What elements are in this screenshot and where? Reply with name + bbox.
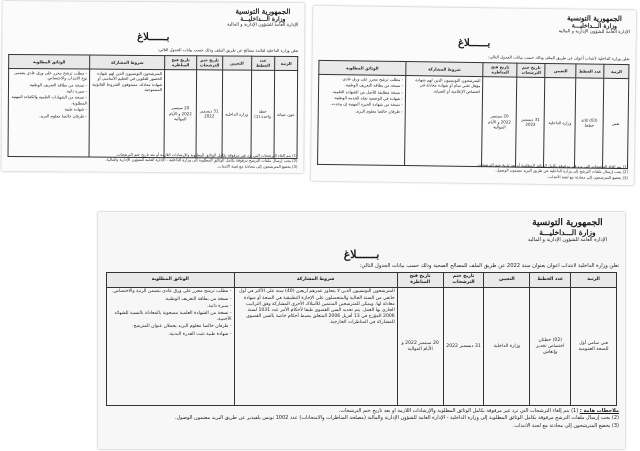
note-2: (2) يجب إرسال ملفات الترشح إلى وزارة الداخلية عن طريق البريد مضمون الوصول. bbox=[495, 167, 628, 175]
doc-item: - شهادة طبية. bbox=[63, 106, 87, 112]
cell-positions: خطة واحدة (1) bbox=[251, 70, 275, 158]
col-deadline: تاريخ ختم الترشحات bbox=[197, 56, 223, 70]
note-3: (3) يخضع المترشحون إلى محادثة مع لجنة الانتداب. bbox=[216, 163, 298, 169]
document-header bbox=[559, 13, 631, 35]
note-2: (2) يجب إرسال ملفات الترشح مرفوقة بكامل الوثائق المطلوبة إلى وزارة الداخلية - الإدارة العامة للشؤون الإدارية والمالية (مصلحة المناظرات والامتحانات) عدد 1002 تونس بلفيدير عن طريق البريد مضمون الوصول. bbox=[174, 415, 619, 422]
header-republic: الجمهورية التونسية bbox=[566, 13, 622, 24]
document-title: بــــــلاغ bbox=[457, 37, 491, 50]
doc-item: - نسخة من شهادة الخبرة المهنية إن وجدت. bbox=[330, 101, 403, 108]
doc-item: - ظرفان خالصا معلوم البريد يحملان عنوان المترشح. bbox=[132, 324, 232, 330]
cell-participation: المترشحون التونسيون الذين لهم شهادة الحضور للتكوين في التعليم الأساسي أو شهادة معادلة، مستوفون الشروط القانونية المستوجبة. bbox=[89, 69, 165, 158]
cell-required-docs bbox=[318, 74, 406, 165]
cell-positions: (03) ثلاثة خطط bbox=[575, 78, 604, 168]
cell-required-docs bbox=[8, 68, 90, 157]
doc-item: - نسخة من بطاقة التعريف الوطنية. bbox=[28, 81, 88, 88]
col-positions: عدد الخطط bbox=[576, 64, 604, 78]
doc-item: - نسخة مطابقة للأصل من الشهادة العلمية. bbox=[331, 88, 403, 95]
table-row bbox=[107, 288, 617, 406]
cell-participation: المترشحون التونسيون الذين لا يتجاوز عمرهم أربعين (40) سنة على الأكثر في أول جانفي من السنة الحالية والمتحصلون على الإجازة التطبيقية في الصحة أو شهادة معادلة لها. ويمكن للمترشحين المنتمين للأسلاك الأخرى المشاركة وفق التراتيب الجاري بها العمل. يتم تحديد السن القصوى طبقا لأحكام الأمر عدد 1031 لسنة 2006 المؤرخ في 13 أفريل 2006 المتعلق بضبط أحكام خاصة بالسن القصوى للمشاركة في المناظرات الخارجية. bbox=[234, 288, 397, 406]
col-opening: تاريخ فتح المناظرة bbox=[397, 273, 443, 288]
doc-item: - مطلب ترشح محرر على ورق عادي. bbox=[341, 75, 404, 82]
col-positions: عدد الخطط bbox=[251, 56, 274, 70]
header-directorate: الإدارة العامة للشؤون الإدارية و المالية bbox=[558, 29, 630, 36]
vacancy-table bbox=[317, 60, 629, 169]
header-ministry: وزارة الـــداخليـــة bbox=[539, 228, 596, 237]
col-deadline: تاريخ ختم الترشحات bbox=[443, 273, 484, 288]
note-1: (1) يتم إلغاء الترشحات التي ترد غير مرفوقة بكامل الوثائق المطلوبة أو بعد تاريخ ختم الترشحات. bbox=[476, 162, 629, 170]
col-required-docs: الوثائق المطلوبة bbox=[107, 273, 235, 288]
col-deadline: تاريخ ختم الترشحات bbox=[517, 63, 545, 77]
doc-item: - سيرة ذاتية. bbox=[65, 88, 87, 94]
col-opening: تاريخ فتح المناظرة bbox=[483, 63, 517, 77]
cell-positions bbox=[530, 288, 571, 406]
doc-item: - مطلب ترشح محرر على ورق عادي يتضمن الرتبة والاختصاص. bbox=[111, 289, 232, 295]
note-2: (2) يجب إرسال ملفات الترشح مرفوقة بكامل الوثائق المطلوبة إلى وزارة الداخلية - الإدارة العامة للشؤون الإدارية والمالية. bbox=[105, 156, 298, 164]
doc-item: - نسخة من الشهادة العلمية مصحوبة بالمعادلة بالنسبة للشهائد الأجنبية. bbox=[114, 310, 232, 323]
cell-deadline: 31 ديسمبر 2022 bbox=[443, 288, 484, 406]
col-participation: شروط المشاركة bbox=[406, 62, 484, 77]
doc-item: - شهادة في الوضعية تجاه الخدمة الوطنية. bbox=[333, 94, 403, 101]
document-title: بــــــلاغ bbox=[137, 31, 170, 44]
cell-opening: 20 سبتمبر 2022 و الأيام الموالية bbox=[397, 288, 443, 406]
note-1-text: (1) يتم إلغاء الترشحات التي ترد غير مرفوقة بكامل الوثائق المطلوبة والإرشادات اللازمة أو بعد تاريخ ختم الترشحات. bbox=[338, 408, 579, 414]
note-3: (3) يخضع المترشحون إلى محادثة مع لجنة الانتداب. bbox=[512, 422, 619, 429]
note-3: (3) يخضع المترشحون إلى محادثة مع لجنة الانتداب. bbox=[547, 173, 628, 180]
notes bbox=[7, 151, 297, 169]
table-row bbox=[8, 68, 298, 158]
intro-text: تعلن وزارة الداخلية لفائدة مصالح عن طريق الملف وذلك حسب بيانات الجدول التالي: bbox=[157, 47, 299, 54]
notes bbox=[104, 408, 619, 430]
document-title: بــــــلاغ bbox=[343, 248, 380, 261]
doc-item: - ظرفان خالصا معلوم البريد. bbox=[38, 112, 87, 119]
note-1: (1) يتم إلغاء الترشحات التي ترد غير مرفوقة بكامل الوثائق المطلوبة والإرشادات اللازمة أو بعد تاريخ ختم الترشحات. bbox=[115, 151, 298, 159]
announcement-bottom bbox=[98, 212, 625, 449]
header-republic: الجمهورية التونسية bbox=[532, 218, 603, 228]
table-row bbox=[318, 74, 629, 168]
cell-required-docs bbox=[107, 288, 235, 406]
header-directorate: الإدارة العامة للشؤون الإدارية و المالية bbox=[527, 237, 607, 243]
doc-item: - سيرة ذاتية. bbox=[206, 303, 232, 309]
document-header bbox=[227, 7, 298, 28]
cell-opening: 20 سبتمبر 2022 و الأيام الموالية bbox=[482, 76, 517, 166]
col-assignment: التعيين bbox=[223, 56, 252, 70]
cell-assignment: وزارة الداخلية bbox=[544, 77, 576, 167]
doc-item: - شهادة طبية تثبت القدرة البدنية. bbox=[168, 331, 232, 337]
cell-deadline: 31 ديسمبر 2022 bbox=[196, 70, 223, 158]
cell-rank: تقني bbox=[603, 78, 629, 168]
col-participation: شروط المشاركة bbox=[90, 55, 165, 69]
positions-count: (02) خطتان bbox=[538, 337, 563, 343]
specialty: اختصاص تخدير وإنعاش bbox=[536, 343, 565, 355]
intro-text: تعلن وزارة الداخلية لانتداب أعوان بعنوان سنة 2022 عن طريق الملف للمصالح الصحية وذلك حسب بيانات الجدول التالي: bbox=[359, 263, 619, 269]
cell-rank: عون صيانة bbox=[274, 70, 298, 158]
notes-label: ملاحظات هامة : bbox=[579, 408, 619, 414]
intro-text: تعلن وزارة الداخلية لانتداب أعوان عن طريق الملف وذلك حسب بيانات الجدول التالي: bbox=[488, 54, 630, 62]
announcement-left bbox=[1, 1, 304, 173]
vacancy-table bbox=[8, 54, 299, 159]
doc-item: - نسخة من الشهادات العلمية والكفاءة المهنية المطلوبة. bbox=[11, 94, 87, 106]
col-rank: الرتبة bbox=[604, 64, 629, 78]
col-required-docs: الوثائق المطلوبة bbox=[9, 54, 90, 68]
header-ministry: وزارة الـــداخليـــة bbox=[571, 22, 617, 30]
vacancy-table bbox=[106, 272, 617, 406]
doc-item: - مطلب ترشح محرر على ورق عادي يتضمن نوع الانتداب والاختصاص. bbox=[14, 69, 88, 81]
notes bbox=[317, 160, 628, 180]
announcement-right bbox=[311, 6, 636, 185]
col-rank: الرتبة bbox=[275, 56, 298, 70]
col-opening: تاريخ فتح المناظرة bbox=[165, 56, 197, 70]
col-rank: الرتبة bbox=[571, 273, 617, 288]
doc-item: - نسخة من بطاقة التعريف الوطنية. bbox=[344, 82, 403, 89]
header-republic: الجمهورية التونسية bbox=[235, 6, 291, 16]
cell-rank: فني سامي أول للصحة العمومية bbox=[571, 288, 617, 406]
doc-item: - ظرفان خالصا معلوم البريد. bbox=[354, 108, 403, 114]
col-assignment: التعيين bbox=[484, 273, 530, 288]
header-directorate: الإدارة العامة للشؤون الإدارية و المالية bbox=[227, 22, 299, 29]
cell-participation: المترشحون التونسيون الذين لهم شهادة مؤهل تقني سام أو شهادة معادلة في اختصاص الإعلامية أو الصيانة. bbox=[404, 75, 483, 166]
cell-deadline: 31 ديسمبر 2022 bbox=[516, 77, 545, 167]
col-assignment: التعيين bbox=[545, 63, 576, 77]
cell-assignment: وزارة الداخلية bbox=[222, 70, 252, 158]
header-ministry: وزارة الـــداخليـــة bbox=[240, 15, 286, 23]
col-positions: عدد الخطط bbox=[530, 273, 571, 288]
cell-opening: 20 سبتمبر 2022 و الأيام الموالية bbox=[164, 69, 196, 157]
document-header bbox=[528, 218, 607, 243]
cell-assignment: وزارة الداخلية bbox=[484, 288, 530, 406]
doc-item: - نسخة من بطاقة التعريف الوطنية. bbox=[164, 296, 232, 302]
col-participation: شروط المشاركة bbox=[234, 273, 397, 288]
col-required-docs: الوثائق المطلوبة bbox=[319, 60, 406, 75]
note-1 bbox=[104, 408, 619, 415]
